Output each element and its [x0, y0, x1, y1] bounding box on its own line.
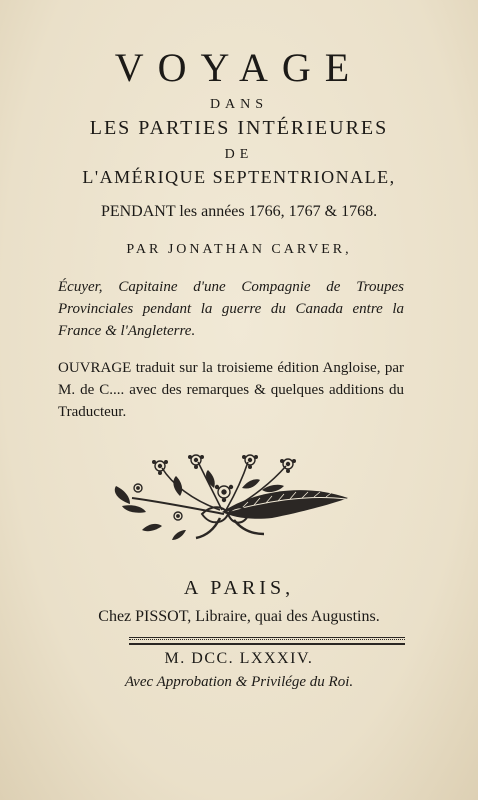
title-line-amerique: L'AMÉRIQUE SEPTENTRIONALE, — [82, 167, 396, 187]
title-word-dans: DANS — [209, 97, 269, 112]
book-title: VOYAGE — [114, 45, 364, 90]
publication-year: M. DCC. LXXXIV. — [164, 650, 314, 667]
title-line-parties: LES PARTIES INTÉRIEURES — [89, 117, 389, 139]
title-line-dates: PENDANT les années 1766, 1767 & 1768. — [100, 203, 378, 220]
author-description: Écuyer, Capitaine d'une Compagnie de Troupes Provinciales pendant la guerre du Canada entre la France & l'Angleterre. — [58, 279, 404, 339]
author-line: PAR JONATHAN CARVER, — [126, 242, 352, 257]
translation-note: OUVRAGE traduit sur la troisieme édition Angloise, par M. de C.... avec des remarques & quelques additions du Traducteur. — [58, 360, 404, 420]
divider-rule — [129, 637, 405, 645]
title-word-de: DE — [224, 147, 254, 162]
place-of-publication: A PARIS, — [183, 577, 295, 599]
royal-privilege: Avec Approbation & Privilége du Roi. — [124, 674, 354, 690]
publisher-line: Chez PISSOT, Libraire, quai des Augustins. — [98, 608, 380, 625]
floral-vignette-icon — [102, 452, 370, 542]
